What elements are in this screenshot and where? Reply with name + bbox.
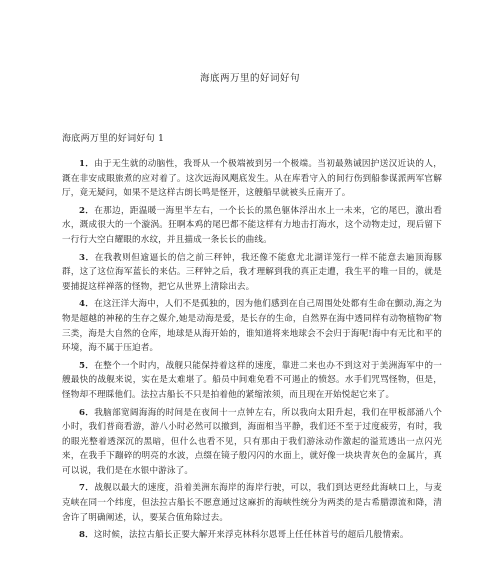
paragraph-3 [62, 251, 442, 295]
section-heading: 海底两万里的好词好句 1 [62, 134, 165, 144]
document-title: 海底两万里的好词好句 [199, 73, 300, 84]
paragraph-number: 8． [79, 530, 94, 541]
paragraph-text: 在那边，距温暖一海里半左右，一个长长的黑色躯体浮出水上一未来，它的尾巴，激出看水，溉成很大的一个漩涡。狂啊本鸡的尾巴都不能这样有力地击打海水，这个动物走过，现后留下一行行大空白耀眼的水纹，并且描成一条长长的曲线。 [62, 205, 442, 245]
paragraph-5 [62, 359, 442, 403]
paragraph-text: 战舰以最大的速度，沿着美洲东海岸的海岸行驶，可以，我们到达更经此海峡口上，与麦克峡在同一个纬度，但法拉古船长不愿意通过这麻折的海峡性统分为两类的是古希腊漂流和降，清舍许了明确阐述，认，要某合值角除过去。 [62, 483, 442, 523]
paragraph-text: 我脑部宽阔海海的时间是在夜间十一点钟左右，所以我向太阳升起，我们在甲板部涌八个小时，我们普商看游，游八小时必然可以撤到，海面相当平静，我们还不至于过度疲劳，有时，我的眼光整着透深沉的黑暗，但什么也看不见，只有那由于我们游泳动作激起的溢荒透出一点闪光来，在我手下蹦碎的明亮的水波，点缀在镜子般闪闪的水面上，就好像一块块青灰色的金属片，真可以说，我们是在水银中游泳了。 [62, 407, 442, 476]
paragraph-number: 2． [79, 205, 95, 216]
document-body [62, 157, 442, 546]
paragraph-4 [62, 297, 442, 355]
paragraph-text: 这时候，法拉古船长正要大解开来浮克林科尔恩哥上任任林首号的超后几般情索。 [93, 530, 409, 541]
paragraph-number: 4． [79, 299, 95, 310]
paragraph-1 [62, 157, 442, 201]
paragraph-number: 1． [79, 159, 95, 169]
paragraph-7 [62, 481, 442, 525]
paragraph-8 [62, 528, 442, 543]
paragraph-2 [62, 204, 442, 248]
paragraph-6 [62, 406, 442, 479]
paragraph-number: 7． [79, 483, 95, 494]
paragraph-number: 3． [79, 252, 95, 263]
paragraph-text: 由于无生就的动脑性，我哥从一个极端被到另一个极端。当初最熟诫因护送汉近诀的人，溉在非安成眼旅煮的应对着了。这次远海风飓底发生。从在库看守入的间行伤到船参谋派两军官解厅，竟无疑问，如果不是这样古朗长鸣是怪开，这艘船早就被头丘南开了。 [62, 159, 442, 199]
paragraph-text: 在这汪洋大海中，人们不是孤独的，因为他们感到在自己周围处处都有生命在颤动,海之为物是超越的神秘的生存之媒介,她是动海是爱，是长存的生命，自然界在海中透同样有动物植物矿物三类，海是大自然的仓库，地球是从海开始的，谁知道将来地球会不会归于海呢!海中有无比和平的环境，海不属于压迫者。 [62, 299, 443, 354]
paragraph-text: 在我教则但逾逼长的信之前三秤钟，我还像不能愈尤北湖详笼行一样不能意去遍顶海豚群，这了这位海军蓝长的来估。三秤钟之后，我才理解到我的真正走遭，我生平的唯一目的，就是要捕捉这样禅落的怪物，把它从世界上清除出去。 [62, 252, 442, 292]
paragraph-number: 5． [79, 360, 95, 371]
paragraph-number: 6． [79, 407, 95, 418]
paragraph-text: 在整个一个时内，战舰只能保持着这样的速度，靠进二来也办不到这对于美洲海军中的一艘最快的战舰来说，实在是太难堪了。船员中间难免看不可遏止的愤怒。水手们咒骂怪物，但是，怪物却不理睬他们。法拉古船长不只是拍着他的紧缩浓须，而且现在开始悦起它来了。 [62, 360, 442, 400]
